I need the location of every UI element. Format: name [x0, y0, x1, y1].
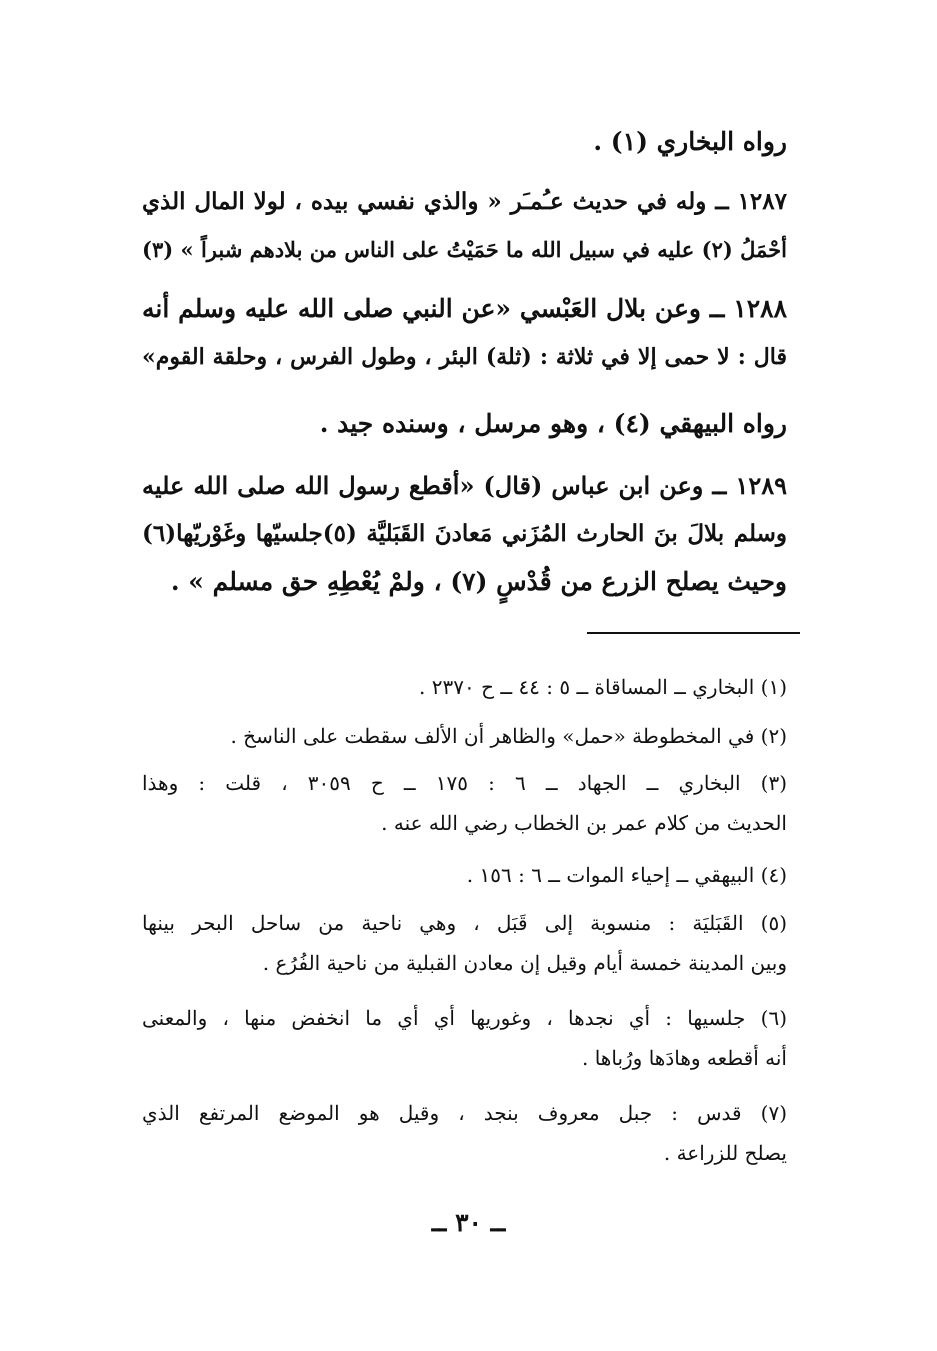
footnote-5 [142, 903, 787, 983]
text-line: رواه البخاري (١) . [593, 127, 787, 156]
footnote-line: (٦) جلسيها : أي نجدها ، وغوريها أي أي ما انخفض منها ، والمعنى [142, 1006, 787, 1030]
footnote-line: يصلح للزراعة . [663, 1141, 787, 1165]
narration-line [142, 118, 787, 166]
hadith-1289 [142, 462, 787, 606]
footnote-line: وبين المدينة خمسة أيام وقيل إن معادن القبلية من ناحية الفُرُع . [262, 951, 787, 975]
footnote-separator [587, 632, 800, 634]
footnote-line: أنه أقطعه وهادَها ورُباها . [582, 1046, 787, 1070]
text-line: أحْمَلُ (٢) عليه في سبيل الله ما حَمَيْتُ على الناس من بلادهم شبراً » (٣) [142, 237, 787, 262]
page-number: ــ ٣٠ ــ [431, 1208, 506, 1237]
text-line: ١٢٨٩ ــ وعن ابن عباس (قال) «أقطع رسول الله صلى الله عليه [142, 471, 787, 500]
footnote-line: (٤) البيهقي ــ إحياء الموات ــ ٦ : ١٥٦ . [466, 863, 787, 887]
hadith-1288 [142, 285, 787, 381]
footnote-line: (٢) في المخطوطة «حمل» والظاهر أن الألف سقطت على الناسخ . [230, 724, 787, 748]
footnote-3 [142, 763, 787, 843]
footnote-line: (١) البخاري ــ المساقاة ــ ٥ : ٤٤ ــ ح ٢٣٧٠ . [419, 675, 787, 699]
text-line: رواه البيهقي (٤) ، وهو مرسل ، وسنده جيد . [319, 409, 787, 438]
text-line: ١٢٨٧ ــ وله في حديث عـُمـَر « والذي نفسي بيده ، لولا المال الذي [142, 188, 787, 215]
text-line: قال : لا حمى إلا في ثلاثة : (ثلة) البئر ، وطول الفرس ، وحلقة القوم» [142, 344, 787, 370]
text-line: وحيث يصلح الزرع من قُدْسٍ (٧) ، ولمْ يُعْطِهِ حق مسلم » . [170, 567, 787, 596]
footnote-6 [142, 998, 787, 1078]
footnote-line: (٣) البخاري ــ الجهاد ــ ٦ : ١٧٥ ــ ح ٣٠٥٩ ، قلت : وهذا [142, 771, 788, 795]
footnote-line: الحديث من كلام عمر بن الخطاب رضي الله عنه . [381, 811, 787, 835]
footnote-line: (٥) القَبَليَة : منسوبة إلى قَبَل ، وهي ناحية من ساحل البحر بينها [142, 911, 787, 935]
hadith-1287 [142, 178, 787, 274]
footnote-2 [142, 716, 787, 756]
footnote-4 [142, 855, 787, 895]
text-line: وسلم بلالَ بنَ الحارث المُزَني مَعادنَ القَبَليَّة (٥)جلسيّها وغَوْريّها(٦) [142, 520, 787, 547]
footnote-7 [142, 1093, 787, 1173]
narration-line [142, 400, 787, 448]
footnote-1 [142, 667, 787, 707]
text-line: ١٢٨٨ ــ وعن بلال العَبْسي «عن النبي صلى الله عليه وسلم أنه [142, 294, 787, 323]
footnote-line: (٧) قدس : جبل معروف بنجد ، وقيل هو الموضع المرتفع الذي [142, 1101, 787, 1125]
